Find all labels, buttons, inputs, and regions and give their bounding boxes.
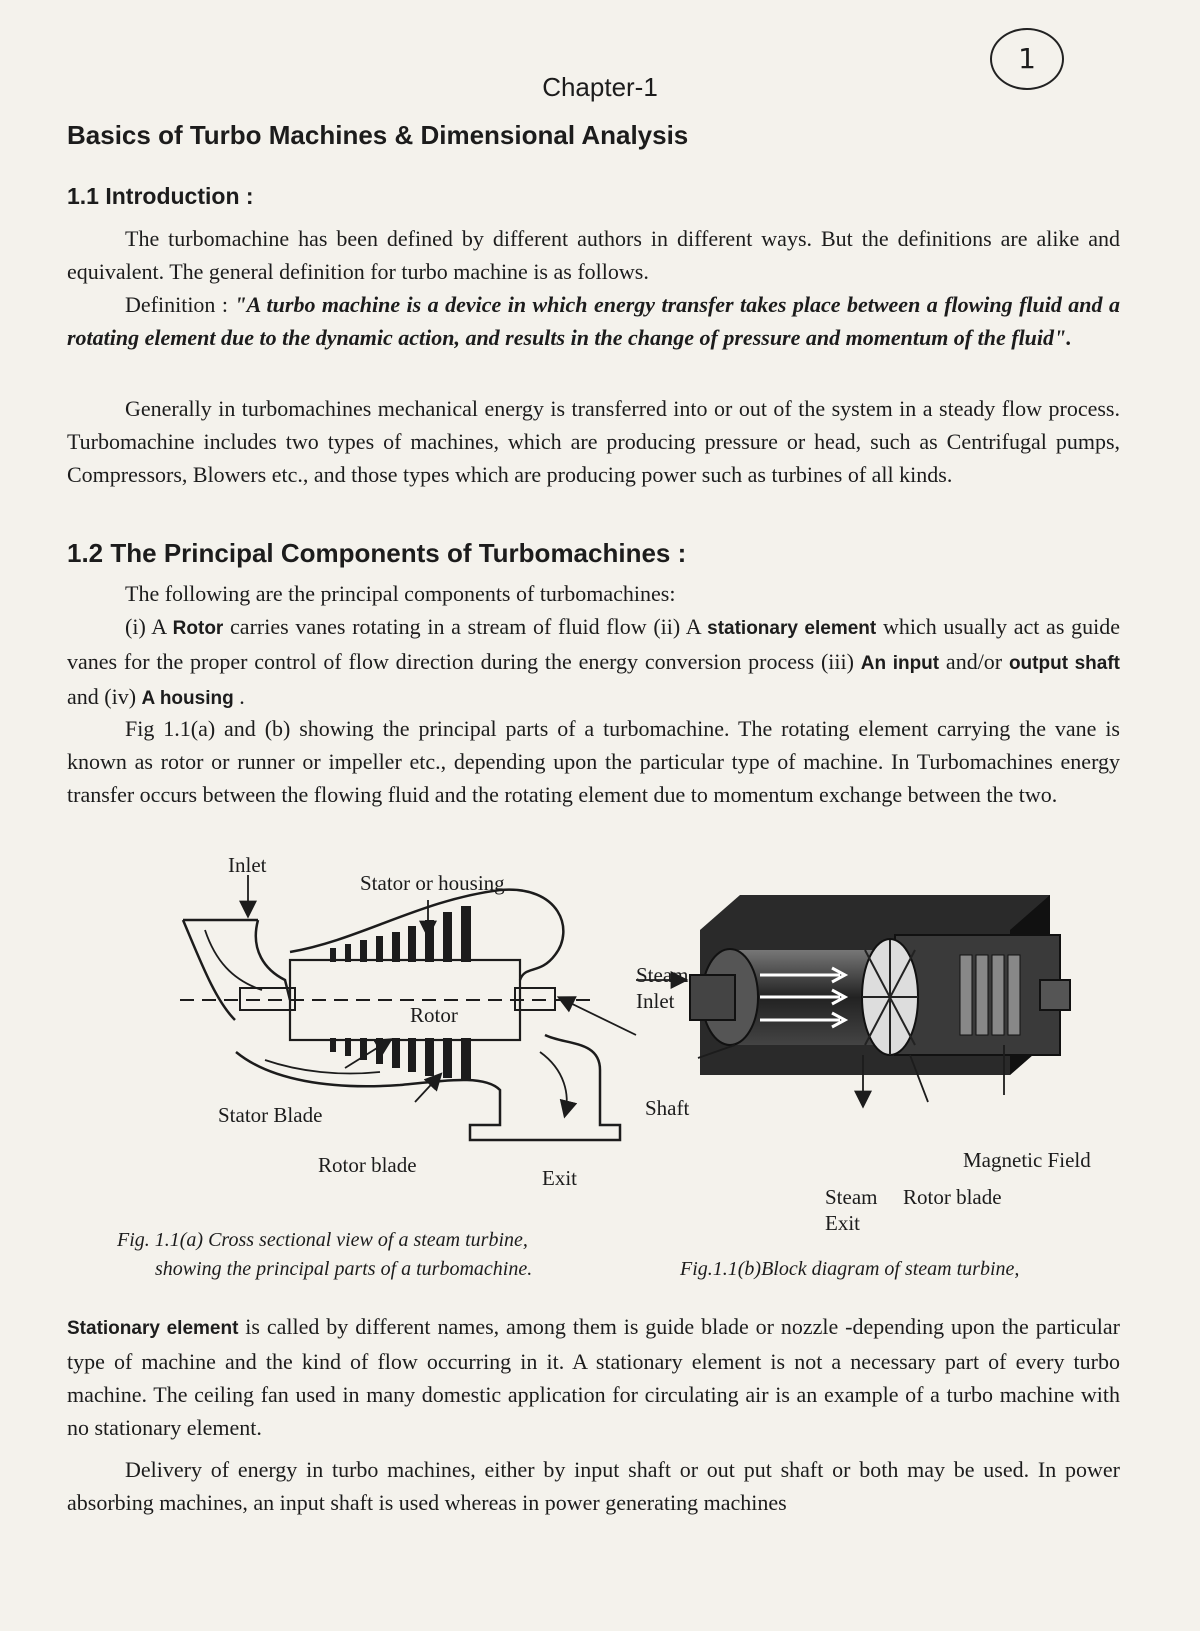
caption-figure-b: Fig.1.1(b)Block diagram of steam turbine, [680,1258,1020,1280]
label-steam-exit-2: Exit [825,1211,860,1235]
label-steam: Steam [636,963,689,987]
label-shaft: Shaft [645,1096,690,1120]
label-steam-inlet: Inlet [636,989,675,1013]
section-heading-components: 1.2 The Principal Components of Turbomachines : [67,538,687,568]
text-run: which usually act as guide vanes for the proper control of flow direction during the energy conversion process (iii) [67,614,1120,674]
caption-figure-a-line1: Fig. 1.1(a) Cross sectional view of a steam turbine, [117,1229,528,1251]
chapter-title: Basics of Turbo Machines & Dimensional Analysis [67,120,689,150]
paragraph-intro: The turbomachine has been defined by different authors in different ways. But the definitions are alike and equivalent. The general definition for turbo machine is as follows. [67,226,1120,284]
text-run: and/or [939,649,1009,674]
page-number: 1 [990,28,1064,90]
text-run: is called by different names, among them is guide blade or nozzle -depending upon the particular type of machine and the kind of flow occurring in it. A stationary element is not a necessary part of every turbo machine. The ceiling fan used in many domestic application for circulating air is an example of a turbo machine with no stationary element. [67,1314,1120,1440]
paragraph-components-intro: The following are the principal components of turbomachines: [125,581,676,606]
label-stator-housing: Stator or housing [360,871,505,895]
label-steam-exit: Steam [825,1185,878,1209]
term-housing: A housing [141,688,234,709]
section-heading-introduction: 1.1 Introduction : [67,183,254,209]
paragraph-delivery-energy: Delivery of energy in turbo machines, either by input shaft or out put shaft or both may be used. In power absorbing machines, an input shaft is used whereas in power generating machines [67,1457,1120,1515]
figure-b-block-diagram [690,895,1070,1075]
paragraph-general: Generally in turbomachines mechanical energy is transferred into or out of the system in a steady flow process. Turbomachine includes two types of machines, which are producing pressure or head, such as Centrifugal pumps, Compressors, Blowers etc., and those types which are producing power such as turbines of all kinds. [67,396,1120,487]
text-run: carries vanes rotating in a stream of fluid flow (ii) A [223,614,708,639]
text-run: (i) A [125,614,173,639]
term-stationary-element-lead: Stationary element [67,1318,239,1339]
label-magnetic-field: Magnetic Field [963,1148,1091,1172]
label-rotor: Rotor [410,1003,458,1027]
definition-text: "A turbo machine is a device in which energy transfer takes place between a flowing fluid and a rotating element due to the dynamic action, and results in the change of pressure and momentum of the fluid". [67,292,1120,350]
figure-a-blades [330,906,471,1080]
figure-a-leader-arrows [248,875,636,1115]
term-output-shaft: output shaft [1008,653,1121,674]
label-inlet: Inlet [228,853,267,877]
label-exit: Exit [542,1166,577,1190]
term-stationary-element: stationary element [707,618,877,639]
definition-lead: Definition : [125,292,235,317]
paragraph-components-list [67,610,1120,715]
term-rotor: Rotor [172,618,224,639]
figure-turbine-diagrams [0,840,1200,1235]
label-stator-blade: Stator Blade [218,1103,323,1127]
term-input: An input [860,653,940,674]
paragraph-stationary-element [67,1310,1120,1444]
chapter-heading: Chapter-1 [542,72,658,102]
caption-figure-a-line2: showing the principal parts of a turbomachine. [155,1258,533,1280]
label-rotor-blade-b: Rotor blade [903,1185,1002,1209]
label-rotor-blade: Rotor blade [318,1153,417,1177]
paragraph-definition [67,288,1120,354]
text-run: . [233,684,245,709]
text-run: and (iv) [67,684,142,709]
paragraph-figure-description: Fig 1.1(a) and (b) showing the principal parts of a turbomachine. The rotating element carrying the vane is known as rotor or runner or impeller etc., depending upon the particular type of machine. In Turbomachines energy transfer occurs between the flowing fluid and the rotating element due to momentum exchange between the two. [67,716,1120,807]
